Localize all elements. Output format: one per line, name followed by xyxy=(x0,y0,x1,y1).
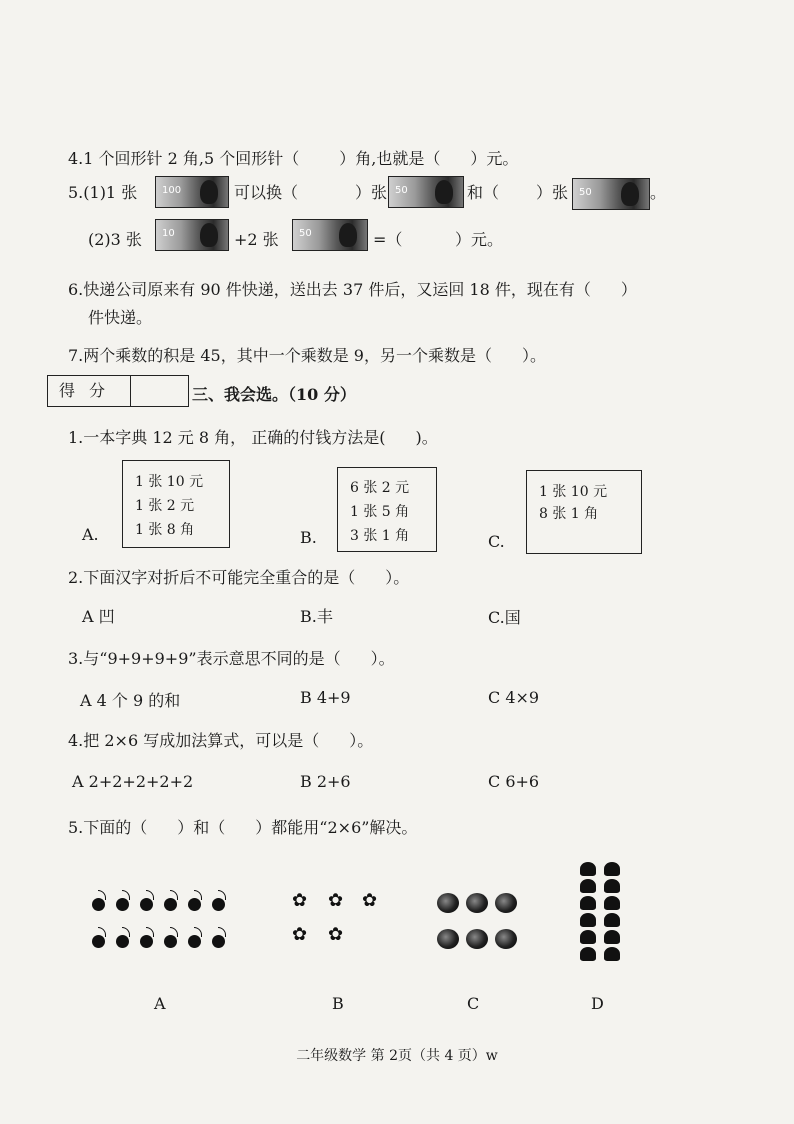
c3-option-c: C 4×9 xyxy=(488,688,540,707)
bell-icon xyxy=(580,947,596,961)
cherry-icon xyxy=(92,898,105,911)
q6-text-2: 件快递。 xyxy=(88,308,153,327)
bell-icon xyxy=(604,913,620,927)
c1-a-line-2: 1 张 2 元 xyxy=(135,498,195,514)
picture-label-c: C xyxy=(467,994,480,1013)
c1-c-line-1: 1 张 10 元 xyxy=(539,484,608,500)
flower-icon: ✿ xyxy=(292,890,308,911)
score-box xyxy=(47,375,189,407)
bell-icon xyxy=(604,930,620,944)
q7-line xyxy=(68,343,546,366)
c1-a-line-1: 1 张 10 元 xyxy=(135,474,204,490)
cherry-icon xyxy=(188,935,201,948)
c5-question xyxy=(68,815,417,838)
bell-icon xyxy=(604,862,620,876)
section-3-title: 三、我会选。（10 分） xyxy=(192,385,356,404)
c1-option-b-label: B. xyxy=(300,528,317,547)
ball-icon xyxy=(437,929,459,949)
c2-option-a: A 凹 xyxy=(82,607,115,626)
flower-icon: ✿ xyxy=(328,924,344,945)
cherry-icon xyxy=(164,935,177,948)
q6-text-1-end: ） xyxy=(620,280,637,299)
q5-2-text-b: +2 张 xyxy=(234,230,279,249)
c2-question xyxy=(68,565,409,588)
c1-option-b-box xyxy=(337,467,437,552)
c4-text: 4.把 2×6 写成加法算式，可以是（ xyxy=(68,731,320,750)
bell-icon xyxy=(580,862,596,876)
cherry-icon xyxy=(188,898,201,911)
q5-2-text-a: (2)3 张 xyxy=(88,230,142,249)
flowers-picture xyxy=(292,890,392,950)
c2-option-b: B.丰 xyxy=(300,607,333,626)
banknote-50-value-2: 50 xyxy=(579,187,592,198)
c4-question xyxy=(68,728,373,751)
bell-icon xyxy=(580,913,596,927)
c4-option-c: C 6+6 xyxy=(488,772,540,791)
ball-icon xyxy=(437,893,459,913)
c1-c-line-2: 8 张 1 角 xyxy=(539,506,599,522)
cherry-icon xyxy=(140,898,153,911)
cherry-icon xyxy=(92,935,105,948)
bell-icon xyxy=(580,879,596,893)
c3-text-end: ）。 xyxy=(370,649,395,668)
c5-text-b: ）和（ xyxy=(177,818,226,837)
picture-label-b: B xyxy=(332,994,344,1013)
banknote-100-image xyxy=(155,176,229,208)
c1-text-end: )。 xyxy=(415,428,438,447)
banknote-50-image-2 xyxy=(572,178,650,210)
cherry-icon xyxy=(140,935,153,948)
banknote-100-value: 100 xyxy=(162,185,182,196)
c1-option-c-label: C. xyxy=(488,532,505,551)
bell-icon xyxy=(604,947,620,961)
cherries-picture xyxy=(90,880,240,960)
c3-option-b: B 4+9 xyxy=(300,688,351,707)
c3-option-a: A 4 个 9 的和 xyxy=(80,691,181,710)
bell-icon xyxy=(580,896,596,910)
cherry-icon xyxy=(212,898,225,911)
c1-b-line-1: 6 张 2 元 xyxy=(350,480,410,496)
ball-icon xyxy=(495,929,517,949)
ball-icon xyxy=(466,929,488,949)
c1-b-line-2: 1 张 5 角 xyxy=(350,504,410,520)
page-footer: 二年级数学 第 2页（共 4 页）w xyxy=(296,1048,498,1064)
flower-icon: ✿ xyxy=(292,924,308,945)
q6-line-1 xyxy=(68,277,637,300)
bell-icon xyxy=(604,896,620,910)
picture-label-d: D xyxy=(591,994,604,1013)
q5-1-text-f: 。 xyxy=(650,183,667,202)
c1-option-c-box xyxy=(526,470,642,554)
bell-icon xyxy=(580,930,596,944)
q5-1-text-d: 和（ xyxy=(467,183,500,202)
c2-option-c: C.国 xyxy=(488,608,521,627)
score-label: 得分 xyxy=(48,376,131,406)
q5-1-text-e: ）张 xyxy=(536,183,569,202)
q5-1-text-b: 可以换（ xyxy=(234,183,299,202)
banknote-50-value: 50 xyxy=(395,185,408,196)
q5-1-text-c: ）张 xyxy=(355,183,388,202)
q5-2-text-d: ）元。 xyxy=(455,230,504,249)
flower-icon: ✿ xyxy=(328,890,344,911)
q4-text-c: ）元。 xyxy=(470,149,519,168)
cherry-icon xyxy=(212,935,225,948)
banknote-50-image xyxy=(388,176,464,208)
c3-text: 3.与“9+9+9+9”表示意思不同的是（ xyxy=(68,649,341,668)
banknote-50-image-3 xyxy=(292,219,368,251)
q4-text-b: ）角,也就是（ xyxy=(339,149,441,168)
c2-text-end: ）。 xyxy=(385,568,410,587)
c1-question xyxy=(68,425,438,448)
ball-icon xyxy=(495,893,517,913)
cherry-icon xyxy=(116,935,129,948)
c5-text-c: ）都能用“2×6”解决。 xyxy=(255,818,418,837)
c3-question xyxy=(68,646,395,669)
q6-text-1: 6.快递公司原来有 90 件快递，送出去 37 件后，又运回 18 件，现在有（ xyxy=(68,280,591,299)
cherry-icon xyxy=(116,898,129,911)
c5-text-a: 5.下面的（ xyxy=(68,818,148,837)
banknote-10-value: 10 xyxy=(162,228,175,239)
ball-icon xyxy=(466,893,488,913)
flower-icon: ✿ xyxy=(362,890,378,911)
q7-text: 7.两个乘数的积是 45，其中一个乘数是 9，另一个乘数是（ xyxy=(68,346,492,365)
balls-picture xyxy=(437,893,527,953)
cherry-icon xyxy=(164,898,177,911)
c1-option-a-box xyxy=(122,460,230,548)
c1-a-line-3: 1 张 8 角 xyxy=(135,522,195,538)
bell-icon xyxy=(604,879,620,893)
c4-option-a: A 2+2+2+2+2 xyxy=(72,772,194,791)
q7-text-end: ）。 xyxy=(521,346,546,365)
c1-option-a-label: A. xyxy=(82,525,99,544)
q4-line xyxy=(68,146,518,169)
banknote-10-image xyxy=(155,219,229,251)
banknote-50-value-3: 50 xyxy=(299,228,312,239)
q4-text-a: 4.1 个回形针 2 角,5 个回形针（ xyxy=(68,149,300,168)
c1-text: 1.一本字典 12 元 8 角， 正确的付钱方法是( xyxy=(68,428,386,447)
c2-text: 2.下面汉字对折后不可能完全重合的是（ xyxy=(68,568,356,587)
q5-2-text-c: =（ xyxy=(373,230,403,249)
q5-1-text-a: 5.(1)1 张 xyxy=(68,183,138,202)
c1-b-line-3: 3 张 1 角 xyxy=(350,528,410,544)
bells-picture xyxy=(580,862,630,962)
c4-text-end: ）。 xyxy=(349,731,374,750)
c4-option-b: B 2+6 xyxy=(300,772,351,791)
picture-label-a: A xyxy=(154,994,166,1013)
